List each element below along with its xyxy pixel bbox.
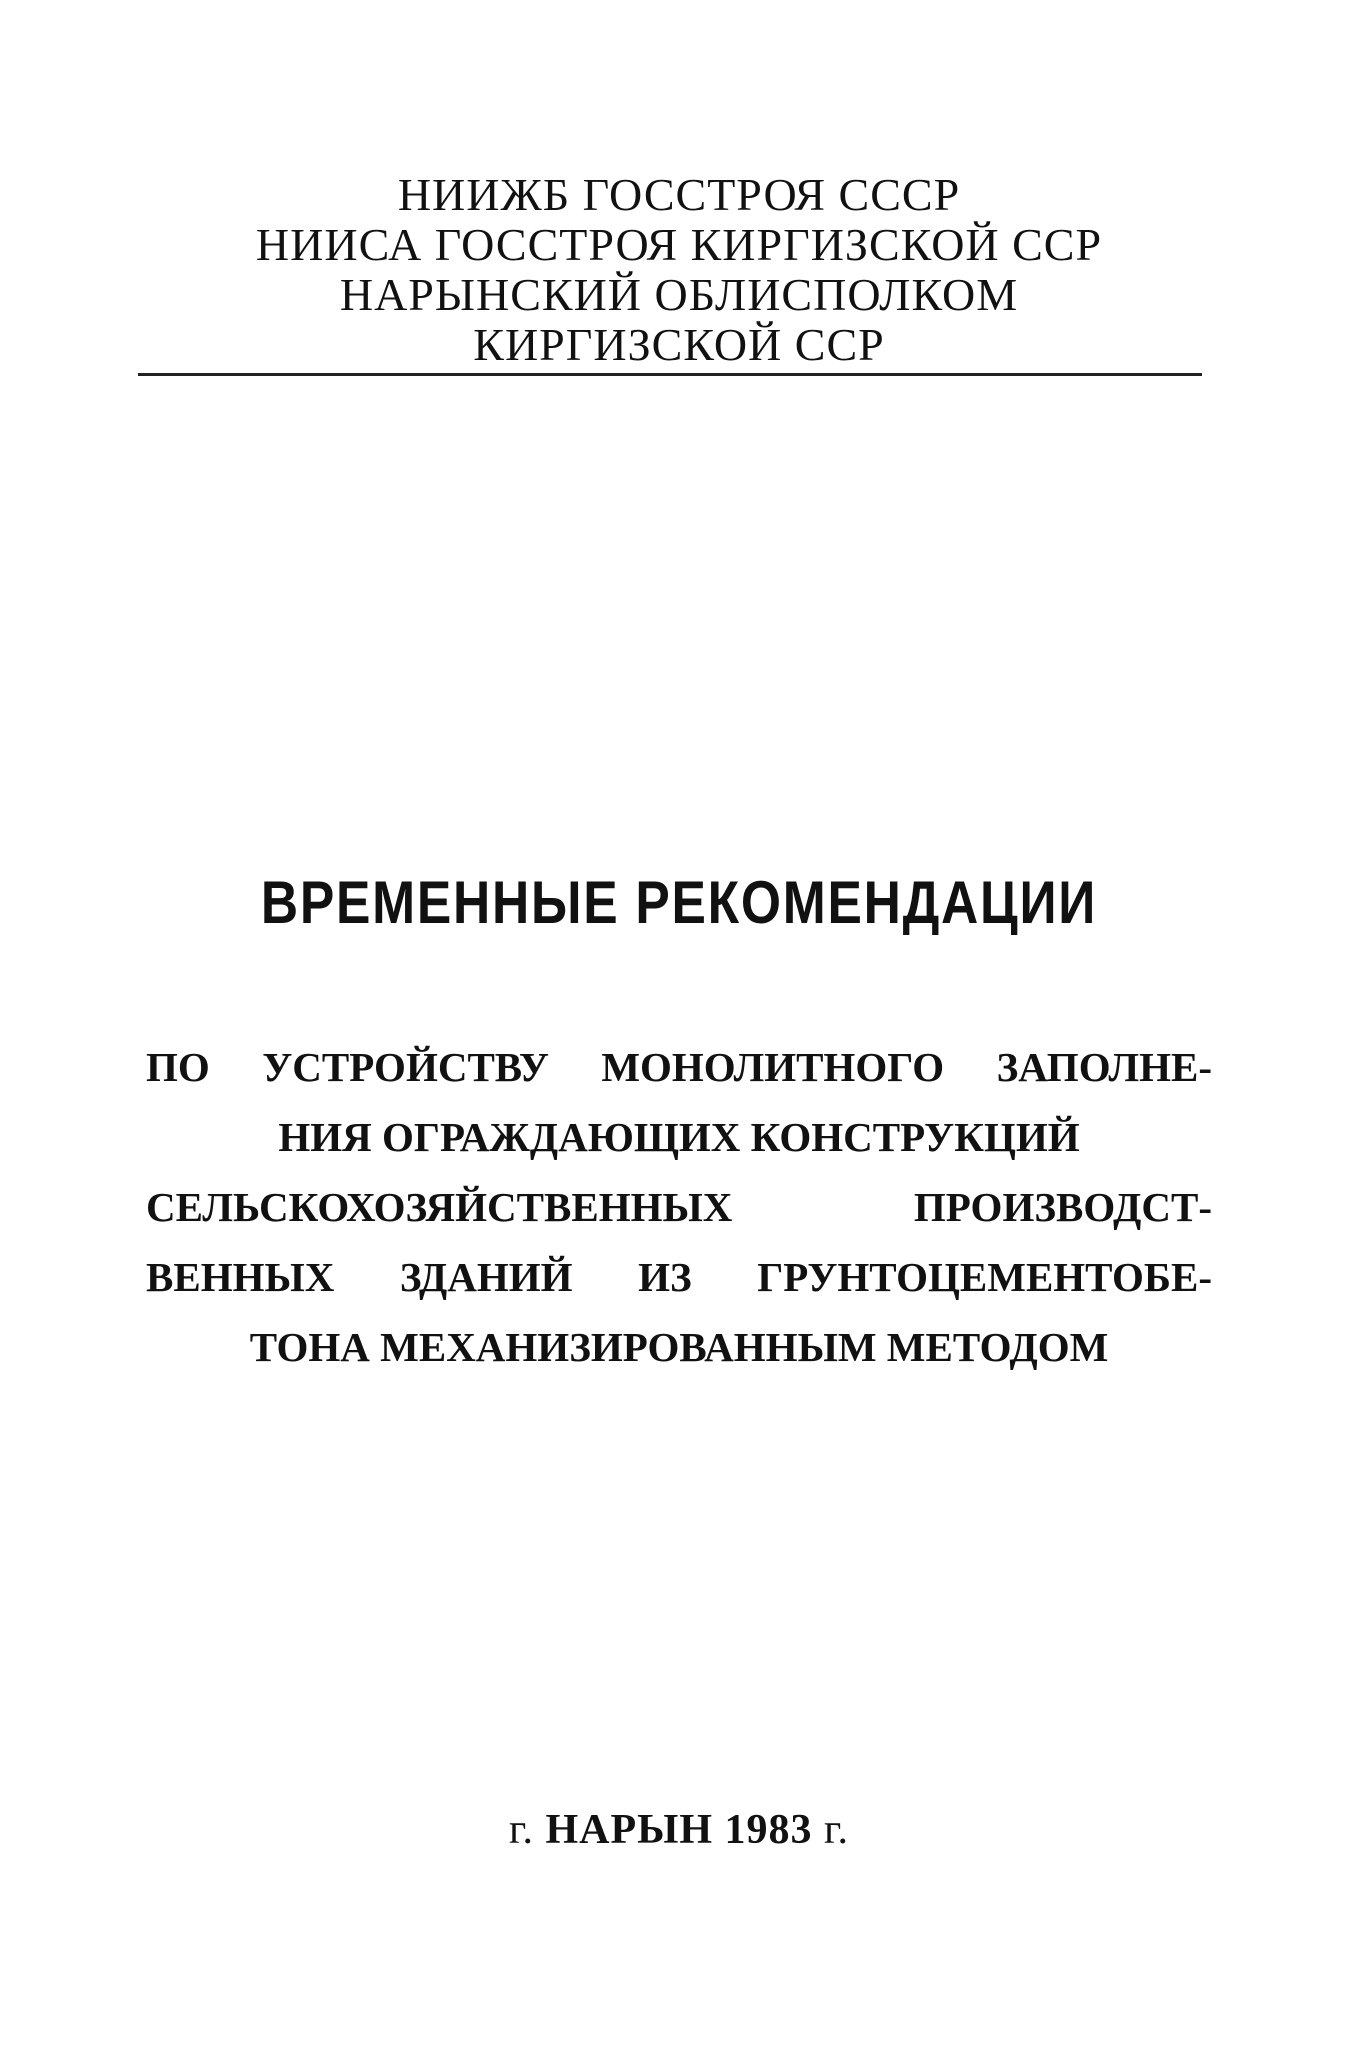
- header-divider: [138, 373, 1202, 376]
- imprint: [0, 1805, 1358, 1855]
- subtitle-word: МОНОЛИТНОГО: [601, 1044, 945, 1090]
- subtitle-word: ВЕННЫХ: [146, 1254, 335, 1300]
- subtitle-word: ЗДАНИЙ: [399, 1254, 573, 1300]
- publisher-line: НАРЫНСКИЙ ОБЛИСПОЛКОМ: [339, 269, 1019, 320]
- subtitle-word: УСТРОЙСТВУ: [262, 1044, 549, 1090]
- subtitle-word: ЗАПОЛНЕ-: [996, 1044, 1212, 1090]
- subtitle-line: ТОНА МЕХАНИЗИРОВАННЫМ МЕТОДОМ: [249, 1324, 1109, 1370]
- subtitle-word: ПРОИЗВОДСТ-: [913, 1184, 1212, 1230]
- publisher-block: [0, 170, 1358, 370]
- subtitle-word: ИЗ: [638, 1254, 692, 1300]
- document-title: ВРЕМЕННЫЕ РЕКОМЕНДАЦИИ: [260, 869, 1098, 936]
- subtitle-word: ГРУНТОЦЕМЕНТОБЕ-: [757, 1254, 1212, 1300]
- publisher-line: НИИЖБ ГОССТРОЯ СССР: [397, 169, 961, 220]
- document-subtitle: [146, 1032, 1212, 1382]
- imprint-prefix: г.: [508, 1807, 534, 1853]
- publisher-line: КИРГИЗСКОЙ ССР: [473, 319, 885, 370]
- imprint-year: 1983: [724, 1807, 813, 1853]
- subtitle-line: [146, 1242, 1212, 1312]
- subtitle-word: ПО: [146, 1044, 210, 1090]
- subtitle-word: СЕЛЬСКОХОЗЯЙСТВЕННЫХ: [146, 1184, 733, 1230]
- subtitle-line: [146, 1172, 1212, 1242]
- subtitle-line: [146, 1032, 1212, 1102]
- subtitle-line: НИЯ ОГРАЖДАЮЩИХ КОНСТРУКЦИЙ: [278, 1114, 1080, 1160]
- publisher-line: НИИСА ГОССТРОЯ КИРГИЗСКОЙ ССР: [255, 219, 1103, 270]
- imprint-suffix: г.: [824, 1807, 850, 1853]
- imprint-city: НАРЫН: [545, 1807, 714, 1853]
